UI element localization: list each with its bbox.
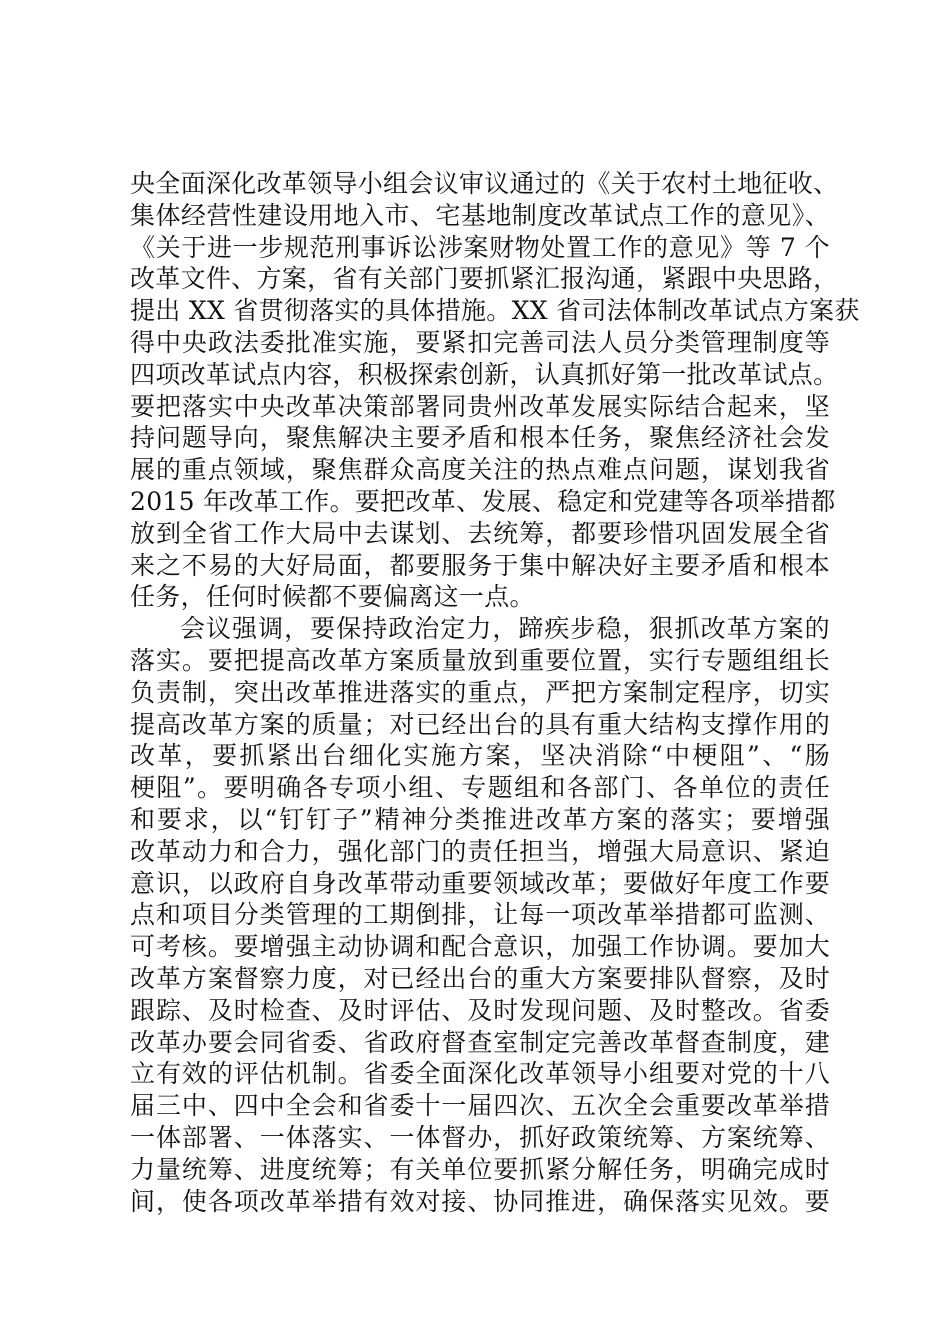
paragraph-start-line: 会议强调，要保持政治定力，蹄疾步稳，狠抓改革方案的	[180, 614, 830, 644]
text-line: 改革，要抓紧出台细化实施方案，坚决消除“中梗阻”、“肠	[130, 741, 830, 771]
text-line: 提出 XX 省贯彻落实的具体措施。XX 省司法体制改革试点方案获	[130, 296, 860, 326]
text-line: 改革方案督察力度，对已经出台的重大方案要排队督察，及时	[130, 963, 830, 993]
text-line: 展的重点领域，聚焦群众高度关注的热点难点问题，谋划我省	[130, 455, 830, 485]
text-line: 来之不易的大好局面，都要服务于集中解决好主要矛盾和根本	[130, 550, 830, 580]
text-line: 届三中、四中全会和省委十一届四次、五次全会重要改革举措	[130, 1091, 830, 1121]
text-line: 点和项目分类管理的工期倒排，让每一项改革举措都可监测、	[130, 900, 830, 930]
text-line: 意识，以政府自身改革带动重要领域改革；要做好年度工作要	[130, 868, 830, 898]
text-line: 央全面深化改革领导小组会议审议通过的《关于农村土地征收、	[130, 169, 839, 198]
text-line: 和要求，以“钉钉子”精神分类推进改革方案的落实；要增强	[130, 804, 830, 834]
text-line: 得中央政法委批准实施，要紧扣完善司法人员分类管理制度等	[130, 327, 830, 357]
text-line: 改革文件、方案，省有关部门要抓紧汇报沟通，紧跟中央思路，	[130, 264, 839, 294]
text-line: 提高改革方案的质量；对已经出台的具有重大结构支撑作用的	[130, 709, 830, 739]
text-line: 负责制，突出改革推进落实的重点，严把方案制定程序，切实	[130, 677, 830, 707]
text-line: 梗阻”。要明确各专项小组、专题组和各部门、各单位的责任	[130, 773, 830, 803]
text-line: 改革动力和合力，强化部门的责任担当，增强大局意识、紧迫	[130, 836, 830, 866]
text-line: 2015 年改革工作。要把改革、发展、稳定和党建等各项举措都	[130, 486, 836, 516]
text-line: 持问题导向，聚焦解决主要矛盾和根本任务，聚焦经济社会发	[130, 423, 830, 453]
text-line: 要把落实中央改革决策部署同贵州改革发展实际结合起来，坚	[130, 391, 830, 421]
text-line: 四项改革试点内容，积极探索创新，认真抓好第一批改革试点。	[130, 359, 839, 389]
text-line: 跟踪、及时检查、及时评估、及时发现问题、及时整改。省委	[130, 995, 830, 1025]
paragraph-end-line: 任务，任何时候都不要偏离这一点。	[130, 582, 535, 612]
text-line: 间，使各项改革举措有效对接、协同推进，确保落实见效。要	[130, 1186, 830, 1216]
text-line: 放到全省工作大局中去谋划、去统筹，都要珍惜巩固发展全省	[130, 518, 830, 548]
text-line: 集体经营性建设用地入市、宅基地制度改革试点工作的意见》、	[130, 200, 830, 230]
text-line: 一体部署、一体落实、一体督办，抓好政策统筹、方案统筹、	[130, 1122, 830, 1152]
text-line: 可考核。要增强主动协调和配合意识，加强工作协调。要加大	[130, 932, 830, 962]
text-line: 立有效的评估机制。省委全面深化改革领导小组要对党的十八	[130, 1059, 830, 1089]
text-line: 改革办要会同省委、省政府督查室制定完善改革督查制度，建	[130, 1027, 830, 1057]
text-line: 落实。要把提高改革方案质量放到重要位置，实行专题组组长	[130, 645, 830, 675]
text-line: 《关于进一步规范刑事诉讼涉案财物处置工作的意见》等 7 个	[130, 232, 830, 262]
body-text	[130, 168, 860, 1217]
text-line: 力量统筹、进度统筹；有关单位要抓紧分解任务，明确完成时	[130, 1154, 830, 1184]
